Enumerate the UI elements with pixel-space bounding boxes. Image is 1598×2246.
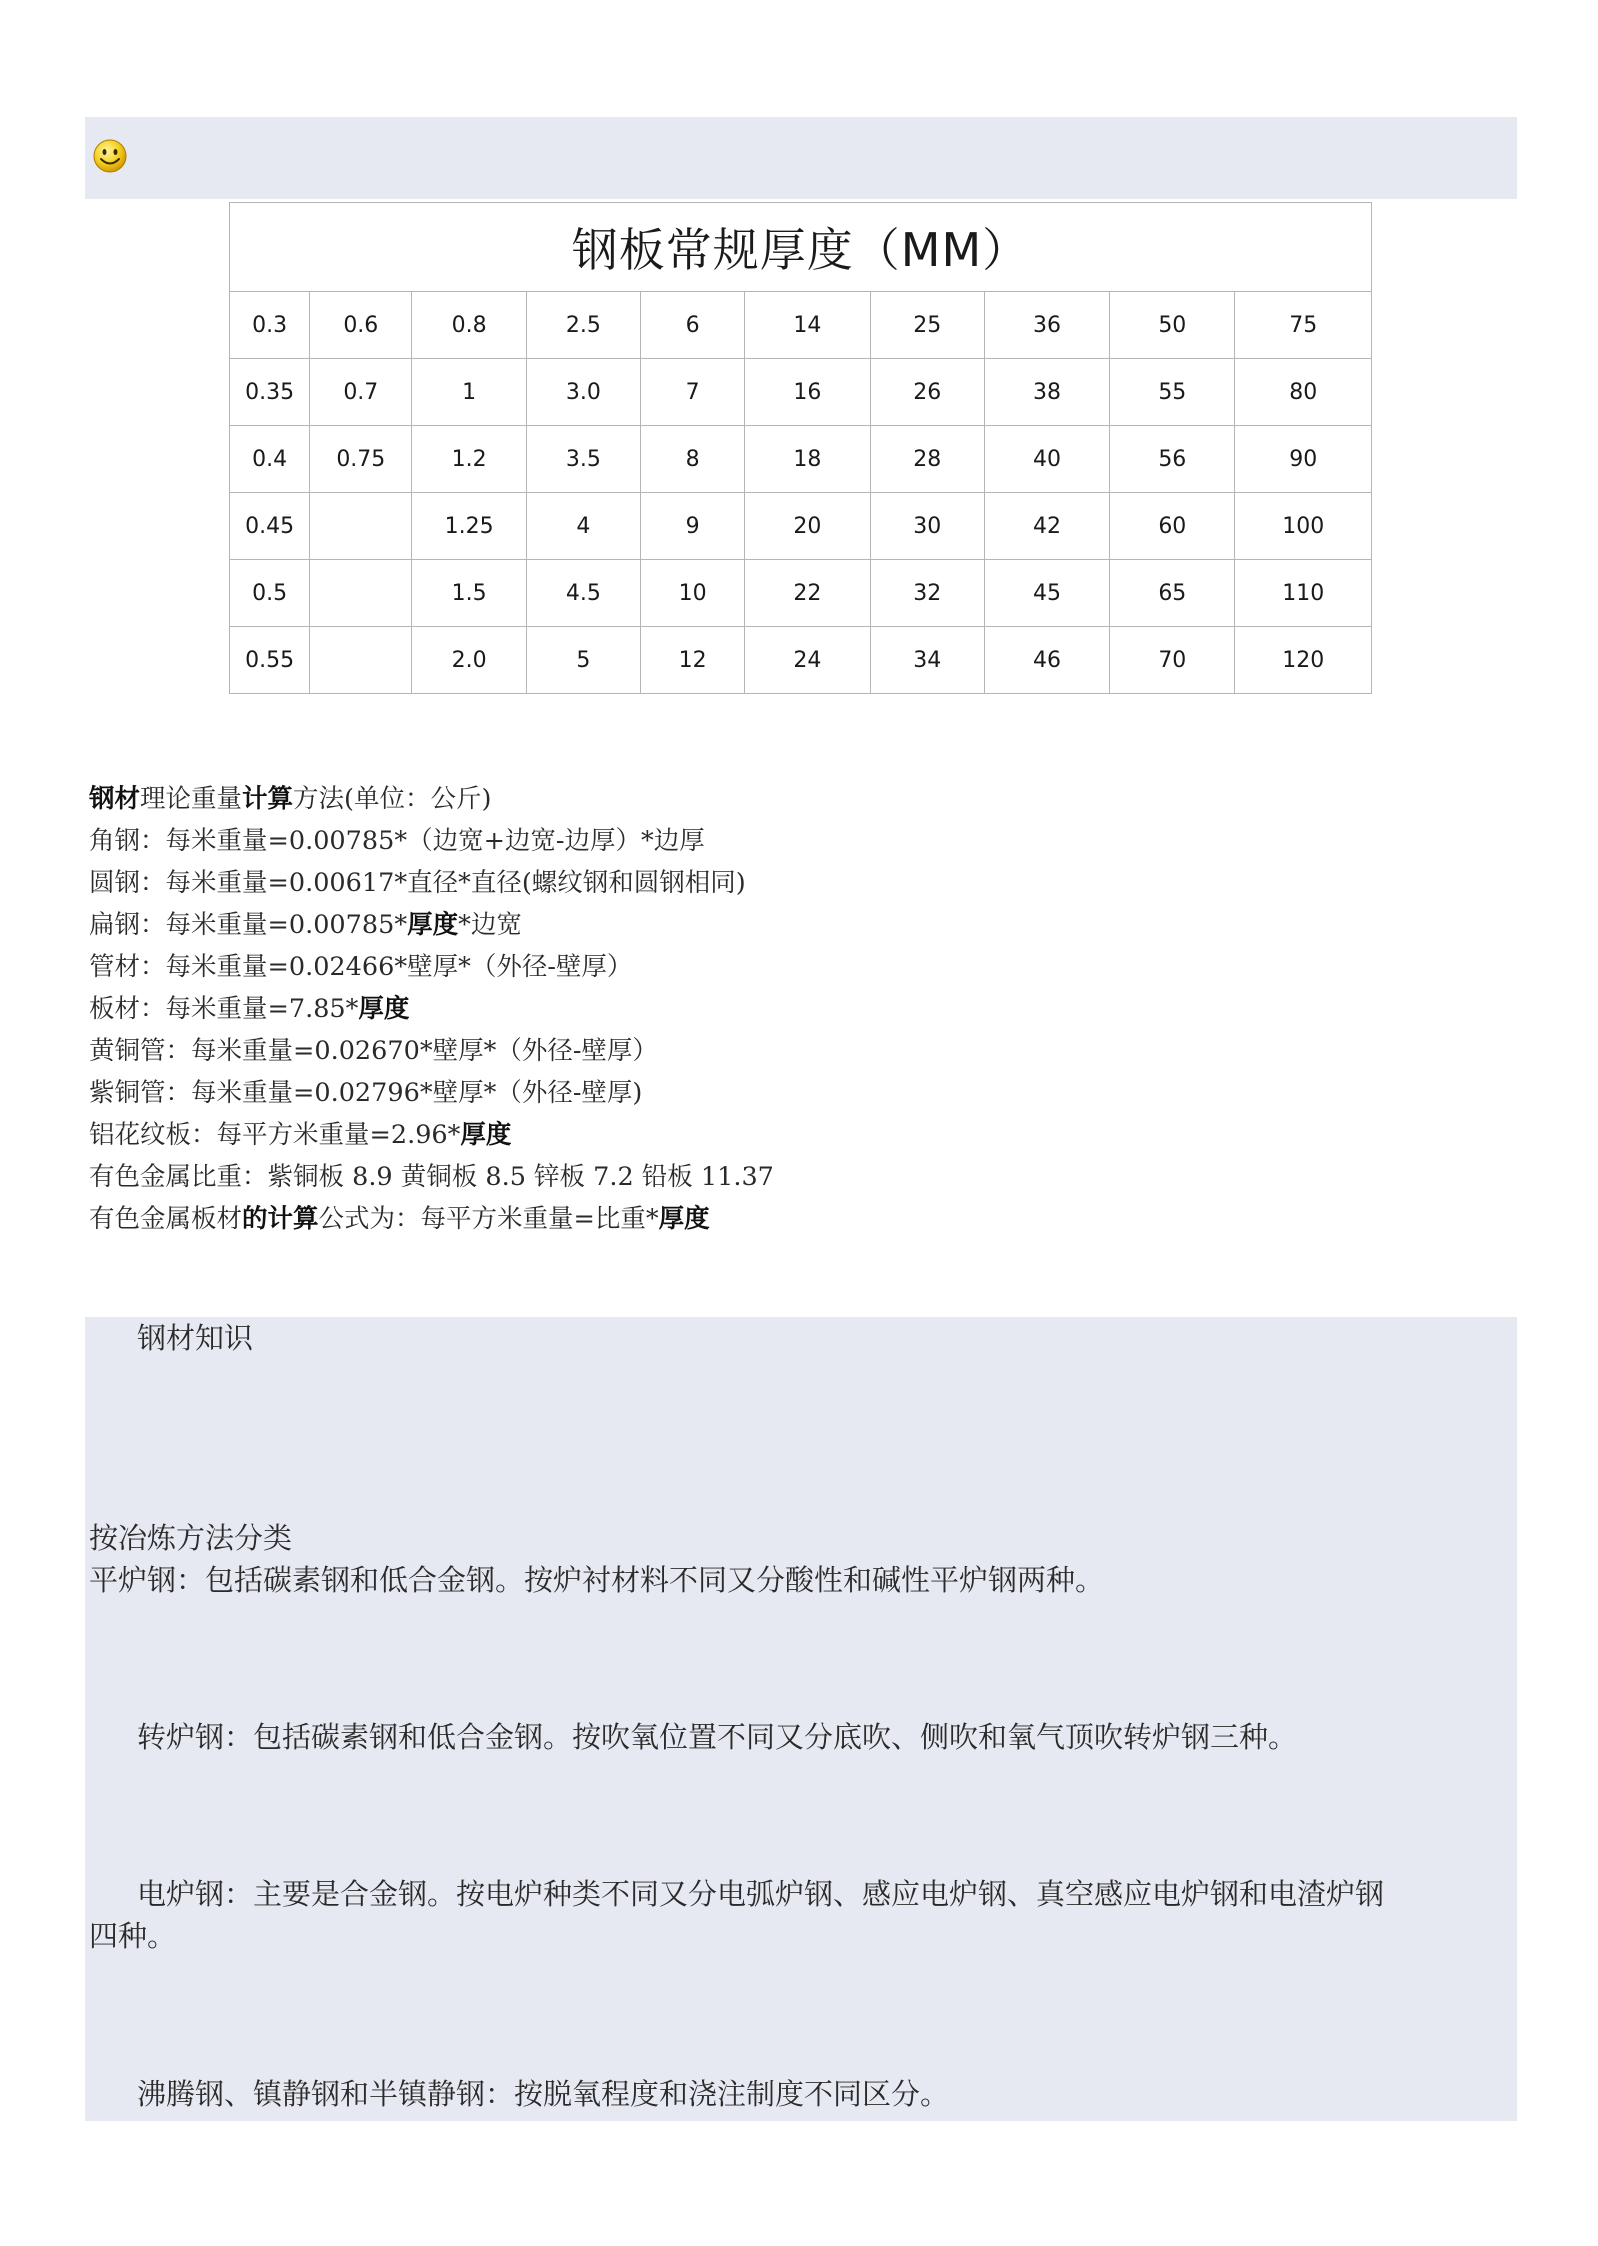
table-cell: 6 [641, 292, 745, 359]
table-row [230, 493, 1372, 560]
table-cell: 70 [1110, 627, 1235, 694]
table-cell: 0.45 [230, 493, 310, 560]
table-cell: 2.0 [412, 627, 526, 694]
table-cell: 60 [1110, 493, 1235, 560]
table-cell: 42 [984, 493, 1109, 560]
table-cell: 75 [1235, 292, 1372, 359]
formula-plate: 板材：每米重量=7.85*厚度 [89, 994, 410, 1024]
knowledge-subheading: 按冶炼方法分类 [89, 1521, 293, 1555]
table-cell: 32 [870, 560, 984, 627]
table-cell: 38 [984, 359, 1109, 426]
table-cell: 2.5 [526, 292, 640, 359]
formula-angle-steel: 角钢：每米重量=0.00785*（边宽+边宽-边厚）*边厚 [89, 826, 705, 856]
table-cell: 50 [1110, 292, 1235, 359]
table-cell [310, 493, 412, 560]
table-cell: 12 [641, 627, 745, 694]
table-cell: 30 [870, 493, 984, 560]
header-band [85, 117, 1517, 199]
table-cell: 56 [1110, 426, 1235, 493]
table-row [230, 359, 1372, 426]
table-cell: 46 [984, 627, 1109, 694]
knowledge-paragraph-deoxidation: 沸腾钢、镇静钢和半镇静钢：按脱氧程度和浇注制度不同区分。 [137, 2077, 950, 2111]
table-cell: 5 [526, 627, 640, 694]
table-cell: 18 [745, 426, 870, 493]
table-cell: 9 [641, 493, 745, 560]
table-cell: 120 [1235, 627, 1372, 694]
table-cell: 45 [984, 560, 1109, 627]
table-cell [310, 560, 412, 627]
table-cell: 10 [641, 560, 745, 627]
table-cell: 14 [745, 292, 870, 359]
table-cell: 0.55 [230, 627, 310, 694]
table-cell: 0.3 [230, 292, 310, 359]
formula-nonferrous-density: 有色金属比重：紫铜板 8.9 黄铜板 8.5 锌板 7.2 铅板 11.37 [89, 1162, 774, 1192]
formula-round-steel: 圆钢：每米重量=0.00617*直径*直径(螺纹钢和圆钢相同) [89, 868, 746, 898]
table-row [230, 292, 1372, 359]
table-cell: 7 [641, 359, 745, 426]
knowledge-heading: 钢材知识 [137, 1321, 254, 1355]
table-cell: 80 [1235, 359, 1372, 426]
table-cell: 1.2 [412, 426, 526, 493]
formula-heading: 钢材理论重量计算方法(单位：公斤) [89, 784, 492, 814]
table-cell: 34 [870, 627, 984, 694]
table-cell: 16 [745, 359, 870, 426]
table-title: 钢板常规厚度（MM） [230, 203, 1372, 292]
table-cell: 90 [1235, 426, 1372, 493]
knowledge-paragraph-electric-furnace: 电炉钢：主要是合金钢。按电炉种类不同又分电弧炉钢、感应电炉钢、真空感应电炉钢和电渣炉钢 [137, 1877, 1385, 1911]
table-cell: 4.5 [526, 560, 640, 627]
table-cell: 1.5 [412, 560, 526, 627]
table-cell: 3.5 [526, 426, 640, 493]
table-cell: 28 [870, 426, 984, 493]
table-cell: 0.6 [310, 292, 412, 359]
table-cell: 24 [745, 627, 870, 694]
table-cell: 40 [984, 426, 1109, 493]
steel-knowledge-section [85, 1317, 1517, 2121]
table-cell: 1.25 [412, 493, 526, 560]
table-cell: 0.35 [230, 359, 310, 426]
table-cell: 0.7 [310, 359, 412, 426]
knowledge-paragraph-converter: 转炉钢：包括碳素钢和低合金钢。按吹氧位置不同又分底吹、侧吹和氧气顶吹转炉钢三种。 [137, 1720, 1298, 1754]
table-cell: 0.75 [310, 426, 412, 493]
table-cell: 4 [526, 493, 640, 560]
weight-formulas [89, 778, 1189, 1240]
table-cell: 1 [412, 359, 526, 426]
table-cell: 8 [641, 426, 745, 493]
table-cell: 20 [745, 493, 870, 560]
formula-pipe: 管材：每米重量=0.02466*壁厚*（外径-壁厚） [89, 952, 633, 982]
smiley-icon [92, 138, 128, 174]
table-cell: 3.0 [526, 359, 640, 426]
table-cell: 55 [1110, 359, 1235, 426]
formula-nonferrous-plate: 有色金属板材的计算公式为：每平方米重量=比重*厚度 [89, 1204, 710, 1234]
table-row [230, 627, 1372, 694]
table-body [230, 292, 1372, 694]
table-row [230, 426, 1372, 493]
steel-thickness-table [229, 202, 1372, 694]
table-cell: 100 [1235, 493, 1372, 560]
table-cell: 36 [984, 292, 1109, 359]
table-cell: 0.8 [412, 292, 526, 359]
formula-flat-steel: 扁钢：每米重量=0.00785*厚度*边宽 [89, 910, 522, 940]
knowledge-paragraph-electric-furnace-cont: 四种。 [89, 1919, 177, 1953]
table-cell: 65 [1110, 560, 1235, 627]
table-cell [310, 627, 412, 694]
formula-aluminum-plate: 铝花纹板：每平方米重量=2.96*厚度 [89, 1120, 512, 1150]
knowledge-paragraph-open-hearth: 平炉钢：包括碳素钢和低合金钢。按炉衬材料不同又分酸性和碱性平炉钢两种。 [89, 1563, 1105, 1597]
table-cell: 25 [870, 292, 984, 359]
table-cell: 22 [745, 560, 870, 627]
table-cell: 0.4 [230, 426, 310, 493]
table-cell: 110 [1235, 560, 1372, 627]
table-cell: 0.5 [230, 560, 310, 627]
table-row [230, 560, 1372, 627]
formula-brass-pipe: 黄铜管：每米重量=0.02670*壁厚*（外径-壁厚） [89, 1036, 658, 1066]
formula-copper-pipe: 紫铜管：每米重量=0.02796*壁厚*（外径-壁厚) [89, 1078, 643, 1108]
table-cell: 26 [870, 359, 984, 426]
